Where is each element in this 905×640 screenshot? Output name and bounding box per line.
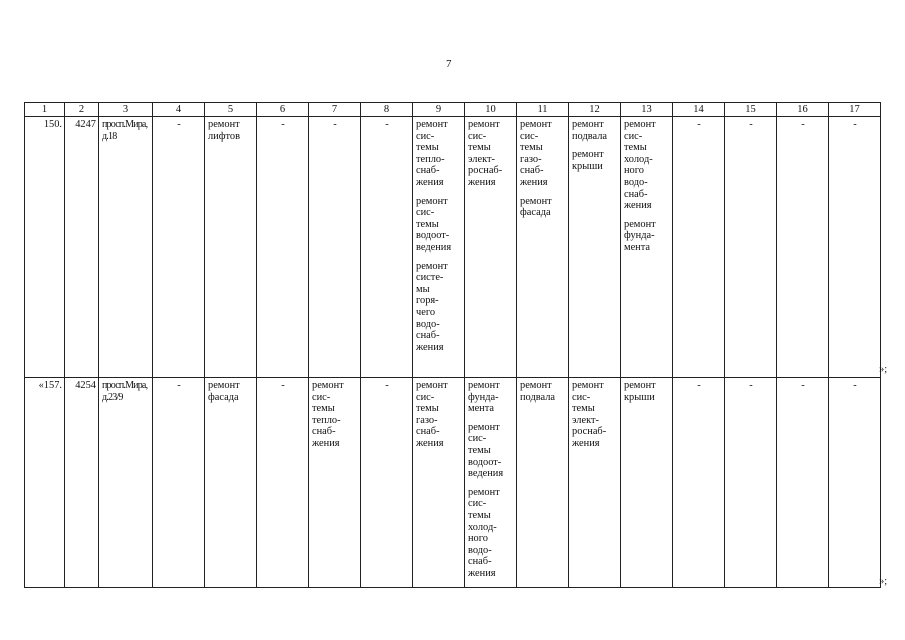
cell-entry: - [801, 380, 805, 391]
table-cell [257, 117, 309, 378]
column-number-cell: 17 [829, 103, 881, 117]
column-number-cell: 6 [257, 103, 309, 117]
column-number-cell: 12 [569, 103, 621, 117]
table-cell [465, 117, 517, 378]
cell-entry: ремонт систе- мы горя- чего водо- снаб- жения [416, 260, 448, 353]
cell-entry: ремонт крыши [572, 149, 604, 172]
cell-entry: ремонт сис- темы газо- снаб- жения [520, 119, 552, 188]
row-closing-quote: »; [879, 364, 888, 375]
cell-entry: ремонт фунда- мента [468, 380, 500, 415]
table-cell [621, 378, 673, 588]
cell-entry: ремонт фунда- мента [624, 218, 656, 253]
cell-entry: - [697, 380, 701, 391]
table-cell [361, 117, 413, 378]
table-cell [153, 117, 205, 378]
cell-entry: «157. [38, 380, 62, 391]
table-cell [673, 117, 725, 378]
cell-entry: ремонт лифтов [208, 119, 240, 142]
cell-entry: - [853, 119, 857, 130]
table-cell [99, 378, 153, 588]
table-cell [309, 117, 361, 378]
column-number-cell: 9 [413, 103, 465, 117]
cell-entry: ремонт сис- темы тепло- снаб- жения [416, 119, 448, 188]
cell-entry: - [385, 380, 389, 391]
page-number: 7 [446, 58, 452, 70]
cell-entry: - [853, 380, 857, 391]
table-cell [65, 378, 99, 588]
column-number-cell: 1 [25, 103, 65, 117]
table-cell [65, 117, 99, 378]
cell-entry: - [281, 380, 285, 391]
table-cell [413, 117, 465, 378]
table-cell [25, 117, 65, 378]
cell-entry: - [385, 119, 389, 130]
cell-entry: - [749, 380, 753, 391]
works-table [24, 102, 881, 588]
table-cell [413, 378, 465, 588]
table-cell [673, 378, 725, 588]
column-number-cell: 3 [99, 103, 153, 117]
cell-entry: ремонт сис- темы элект- роснаб- жения [468, 119, 503, 188]
cell-entry: - [333, 119, 337, 130]
table-cell [465, 378, 517, 588]
cell-entry: ремонт подвала [520, 380, 556, 403]
cell-entry: 150. [43, 119, 62, 130]
table-cell [829, 117, 881, 378]
table-cell [569, 378, 621, 588]
column-number-cell: 10 [465, 103, 517, 117]
table-cell [25, 378, 65, 588]
cell-entry: просп.Мира, д.18 [102, 119, 148, 142]
table-cell [777, 378, 829, 588]
table-cell [777, 117, 829, 378]
table-cell [517, 378, 569, 588]
cell-entry: ремонт фасада [520, 195, 552, 219]
column-number-cell: 13 [621, 103, 673, 117]
cell-entry: - [801, 119, 805, 130]
table-header-row [25, 103, 881, 117]
cell-entry: ремонт сис- темы водоот- ведения [468, 421, 504, 480]
cell-entry: ремонт сис- темы тепло- снаб- жения [312, 380, 344, 449]
cell-entry: - [177, 380, 181, 391]
table-cell [309, 378, 361, 588]
cell-entry: ремонт сис- темы элект- роснаб- жения [572, 380, 607, 449]
table-row [25, 117, 881, 378]
column-number-cell: 2 [65, 103, 99, 117]
cell-entry: ремонт фасада [208, 380, 240, 403]
table-cell [725, 378, 777, 588]
table-row [25, 378, 881, 588]
table-cell [829, 378, 881, 588]
cell-entry: 4254 [75, 380, 96, 391]
table-cell [361, 378, 413, 588]
table-cell [517, 117, 569, 378]
cell-entry: ремонт сис- темы холод- ного водо- снаб- жения [468, 486, 500, 579]
cell-entry: ремонт сис- темы холод- ного водо- снаб- жения [624, 119, 656, 212]
table-cell [725, 117, 777, 378]
column-number-cell: 16 [777, 103, 829, 117]
column-number-cell: 8 [361, 103, 413, 117]
cell-entry: ремонт сис- темы водоот- ведения [416, 195, 452, 253]
cell-entry: ремонт подвала [572, 119, 608, 142]
column-number-cell: 14 [673, 103, 725, 117]
row-closing-quote: »; [879, 576, 888, 587]
cell-entry: - [697, 119, 701, 130]
column-number-cell: 5 [205, 103, 257, 117]
column-number-cell: 4 [153, 103, 205, 117]
table-cell [153, 378, 205, 588]
cell-entry: ремонт крыши [624, 380, 656, 403]
cell-entry: - [749, 119, 753, 130]
column-number-cell: 7 [309, 103, 361, 117]
cell-entry: просп.Мира, д.23/9 [102, 380, 148, 403]
table-cell [621, 117, 673, 378]
cell-entry: ремонт сис- темы газо- снаб- жения [416, 380, 448, 449]
cell-entry: - [281, 119, 285, 130]
column-number-cell: 15 [725, 103, 777, 117]
column-number-cell: 11 [517, 103, 569, 117]
table-cell [257, 378, 309, 588]
cell-entry: 4247 [75, 119, 96, 130]
table-cell [99, 117, 153, 378]
table-cell [205, 117, 257, 378]
cell-entry: - [177, 119, 181, 130]
table-cell [569, 117, 621, 378]
table-cell [205, 378, 257, 588]
